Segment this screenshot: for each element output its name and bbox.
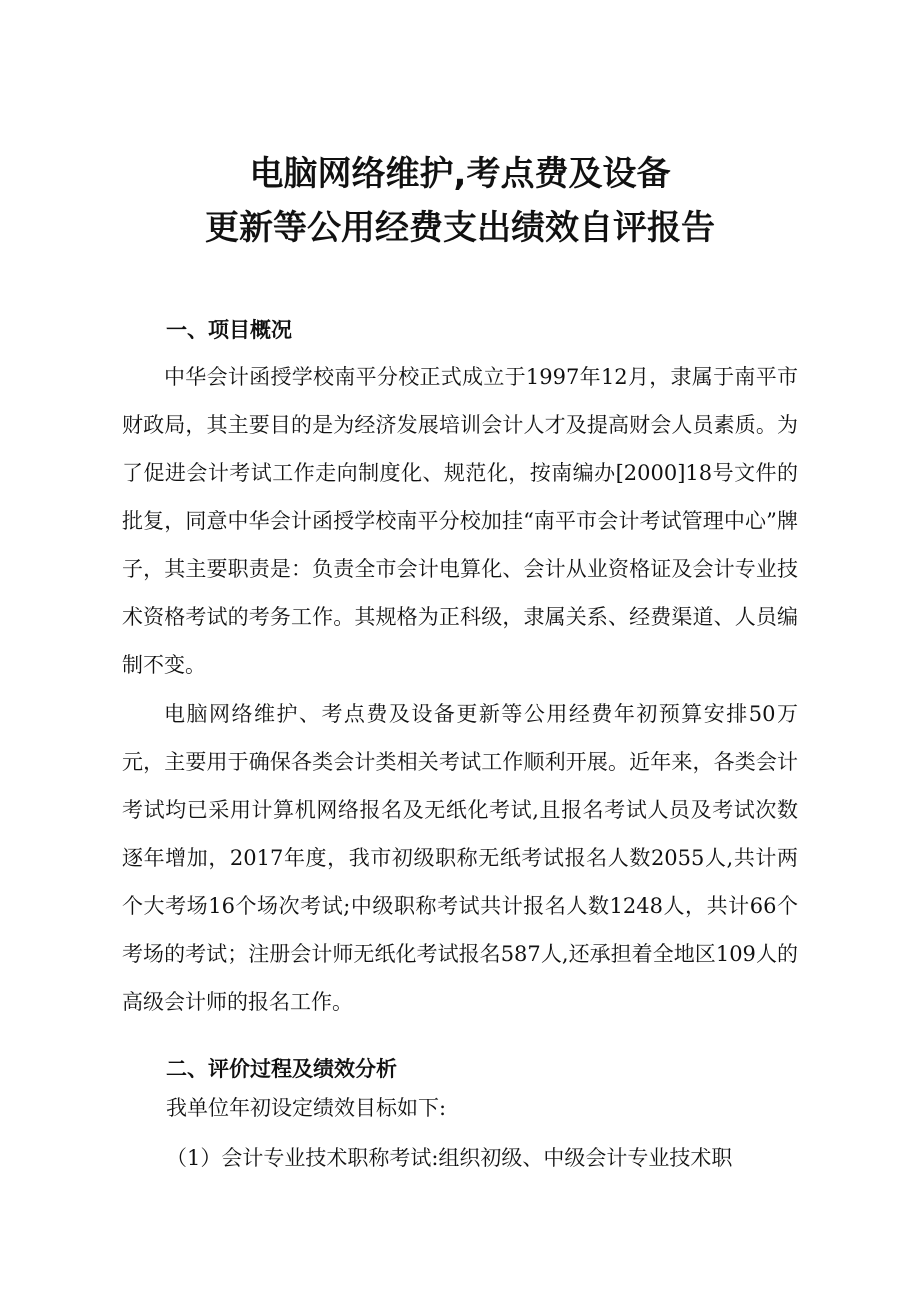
evaluation-item-1: （1）会计专业技术职称考试:组织初级、中级会计专业技术职	[166, 1146, 733, 1170]
overview-paragraph-2: 电脑网络维护、考点费及设备更新等公用经费年初预算安排50万元，主要用于确保各类会计类相关考试工作顺利开展。近年来，各类会计考试均已采用计算机网络报名及无纸化考试,且报名考试人员及考试次数逐年增加，2017年度，我市初级职称无纸考试报名人数2055人,共计两个大考场16个场次考试;中级职称考试共计报名人数1248人，共计66个考场的考试；注册会计师无纸化考试报名587人,还承担着全地区109人的高级会计师的报名工作。	[122, 702, 798, 1014]
section-heading-evaluation: 二、评价过程及绩效分析	[166, 1057, 397, 1081]
overview-paragraph-1: 中华会计函授学校南平分校正式成立于1997年12月，隶属于南平市财政局，其主要目的是为经济发展培训会计人才及提高财会人员素质。为了促进会计考试工作走向制度化、规范化，按南编办[2000]18号文件的批复，同意中华会计函授学校南平分校加挂“南平市会计考试管理中心”牌子，其主要职责是：负责全市会计电算化、会计从业资格证及会计专业技术资格考试的考务工作。其规格为正科级，隶属关系、经费渠道、人员编制不变。	[122, 365, 798, 677]
report-title-line-1: 电脑网络维护,考点费及设备	[249, 154, 671, 194]
report-title-line-2: 更新等公用经费支出绩效自评报告	[205, 208, 715, 248]
evaluation-intro: 我单位年初设定绩效目标如下:	[166, 1096, 447, 1120]
section-heading-overview: 一、项目概况	[166, 318, 292, 342]
